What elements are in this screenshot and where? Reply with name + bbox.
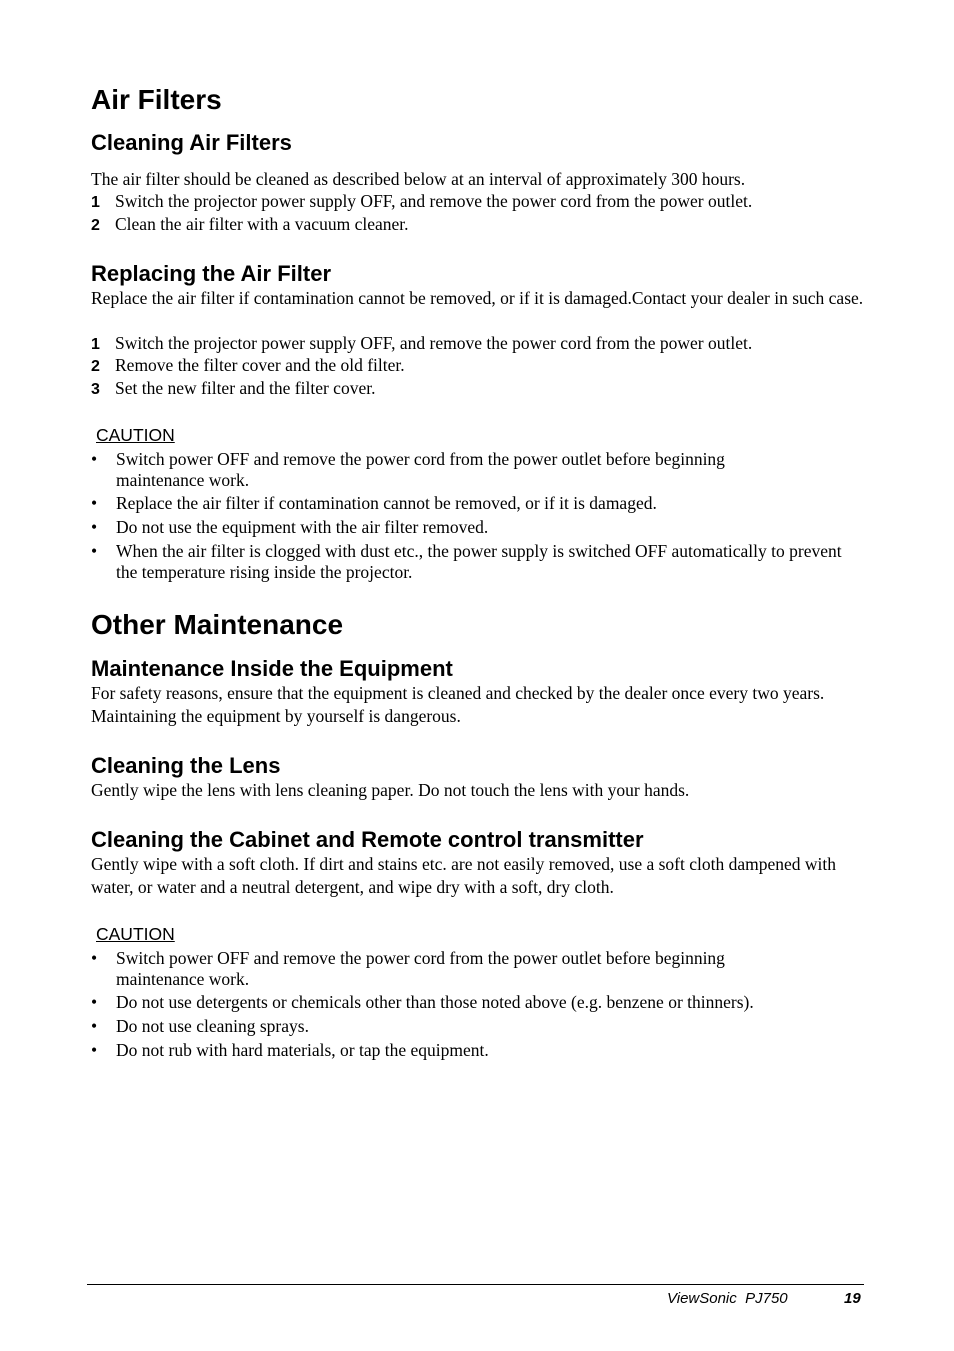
step-text: Remove the filter cover and the old filter. [115, 355, 405, 375]
caution-text: Do not use the equipment with the air filter removed. [116, 517, 489, 537]
caution-item [91, 449, 866, 491]
caution-item [91, 992, 866, 1013]
step-text: Clean the air filter with a vacuum cleaner. [115, 214, 409, 234]
caution-item [91, 493, 866, 514]
step-number: 3 [91, 381, 100, 398]
heading-maintenance-inside: Maintenance Inside the Equipment [91, 656, 453, 681]
heading-replacing-air-filter: Replacing the Air Filter [91, 261, 332, 286]
heading-cleaning-lens: Cleaning the Lens [91, 753, 281, 778]
cleaning-lens-text: Gently wipe the lens with lens cleaning paper. Do not touch the lens with your hands. [91, 780, 690, 800]
maintenance-inside-text: For safety reasons, ensure that the equipment is cleaned and checked by the dealer once every two years. Maintaining the equipment by yourself is dangerous. [91, 683, 825, 726]
section-title-other-maintenance: Other Maintenance [91, 609, 344, 640]
heading-cleaning-air-filters: Cleaning Air Filters [91, 130, 292, 155]
step-number: 2 [91, 358, 100, 375]
footer-brand: ViewSonic PJ750 [667, 1290, 788, 1307]
caution-text: When the air filter is clogged with dust etc., the power supply is switched OFF automatically to prevent the temperature rising inside the projector. [116, 541, 842, 582]
caution-label: CAUTION [96, 924, 175, 944]
bullet-symbol: • [91, 449, 98, 469]
step-number: 2 [91, 217, 100, 234]
replacing-step [91, 332, 866, 356]
bullet-symbol: • [91, 992, 98, 1012]
caution-item [91, 517, 866, 538]
bullet-symbol: • [91, 517, 98, 537]
footer-rule [87, 1284, 864, 1285]
replacing-intro: Replace the air filter if contamination cannot be removed, or if it is damaged.Contact your dealer in such case. [91, 288, 864, 308]
caution-text: Replace the air filter if contamination cannot be removed, or if it is damaged. [116, 493, 657, 513]
cleaning-step [91, 213, 866, 237]
caution-text: Do not use detergents or chemicals other than those noted above (e.g. benzene or thinners). [116, 992, 754, 1012]
caution-text: Switch power OFF and remove the power cord from the power outlet before beginning maintenance work. [116, 449, 725, 490]
bullet-symbol: • [91, 1040, 98, 1060]
page-number: 19 [844, 1290, 861, 1307]
caution-item [91, 948, 866, 990]
step-text: Set the new filter and the filter cover. [115, 378, 376, 398]
bullet-symbol: • [91, 1016, 98, 1036]
replacing-step [91, 377, 866, 401]
replacing-step [91, 354, 866, 378]
bullet-symbol: • [91, 948, 98, 968]
caution-text: Switch power OFF and remove the power cord from the power outlet before beginning maintenance work. [116, 948, 725, 989]
bullet-symbol: • [91, 541, 98, 561]
cleaning-step [91, 190, 866, 214]
caution-label: CAUTION [96, 425, 175, 445]
cleaning-cabinet-text: Gently wipe with a soft cloth. If dirt and stains etc. are not easily removed, use a soft cloth dampened with water, or water and a neutral detergent, and wipe dry with a soft, dry cloth. [91, 854, 837, 897]
cleaning-intro: The air filter should be cleaned as described below at an interval of approximately 300 hours. [91, 169, 746, 189]
caution-item [91, 1016, 866, 1037]
step-text: Switch the projector power supply OFF, and remove the power cord from the power outlet. [115, 191, 753, 211]
step-number: 1 [91, 336, 100, 353]
bullet-symbol: • [91, 493, 98, 513]
step-number: 1 [91, 194, 100, 211]
caution-item [91, 541, 866, 583]
caution-item [91, 1040, 866, 1061]
caution-text: Do not use cleaning sprays. [116, 1016, 309, 1036]
step-text: Switch the projector power supply OFF, and remove the power cord from the power outlet. [115, 333, 753, 353]
section-title-air-filters: Air Filters [91, 84, 222, 115]
caution-text: Do not rub with hard materials, or tap the equipment. [116, 1040, 489, 1060]
heading-cleaning-cabinet: Cleaning the Cabinet and Remote control transmitter [91, 827, 644, 852]
